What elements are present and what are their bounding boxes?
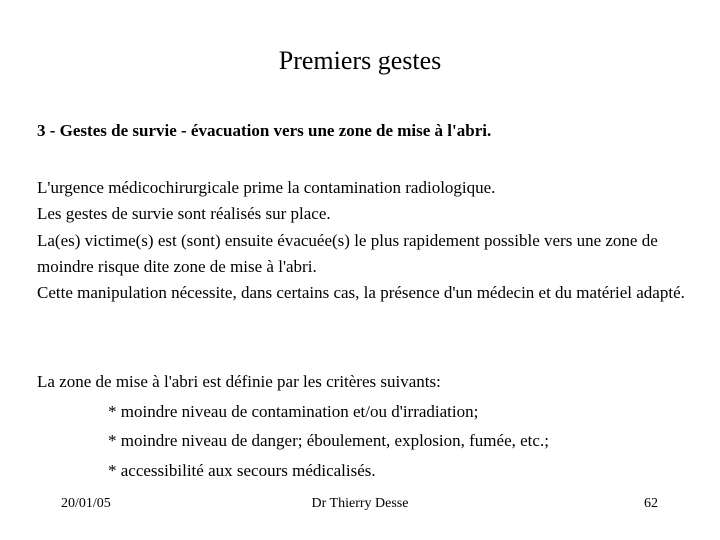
criteria-list (37, 367, 687, 485)
footer-date: 20/01/05 (61, 496, 111, 511)
paragraph: Les gestes de survie sont réalisés sur place. (37, 204, 331, 224)
slide-subtitle: 3 - Gestes de survie - évacuation vers une zone de mise à l'abri. (37, 121, 492, 140)
paragraph: Cette manipulation nécessite, dans certains cas, la présence d'un médecin et du matériel adapté. (37, 283, 685, 303)
slide-title: Premiers gestes (278, 46, 442, 75)
paragraph: La(es) victime(s) est (sont) ensuite évacuée(s) le plus rapidement possible vers une zone de moindre risque dite zone de mise à l'abri. (37, 230, 658, 276)
criteria-intro: La zone de mise à l'abri est définie par les critères suivants: (37, 372, 441, 391)
paragraph: L'urgence médicochirurgicale prime la contamination radiologique. (37, 178, 496, 197)
footer-page-number: 62 (644, 496, 658, 511)
body-text (37, 175, 687, 306)
criteria-item: * moindre niveau de contamination et/ou d'irradiation; (108, 401, 479, 421)
footer-author: Dr Thierry Desse (311, 496, 409, 511)
criteria-item: * accessibilité aux secours médicalisés. (108, 460, 376, 480)
criteria-item: * moindre niveau de danger; éboulement, explosion, fumée, etc.; (108, 431, 549, 450)
